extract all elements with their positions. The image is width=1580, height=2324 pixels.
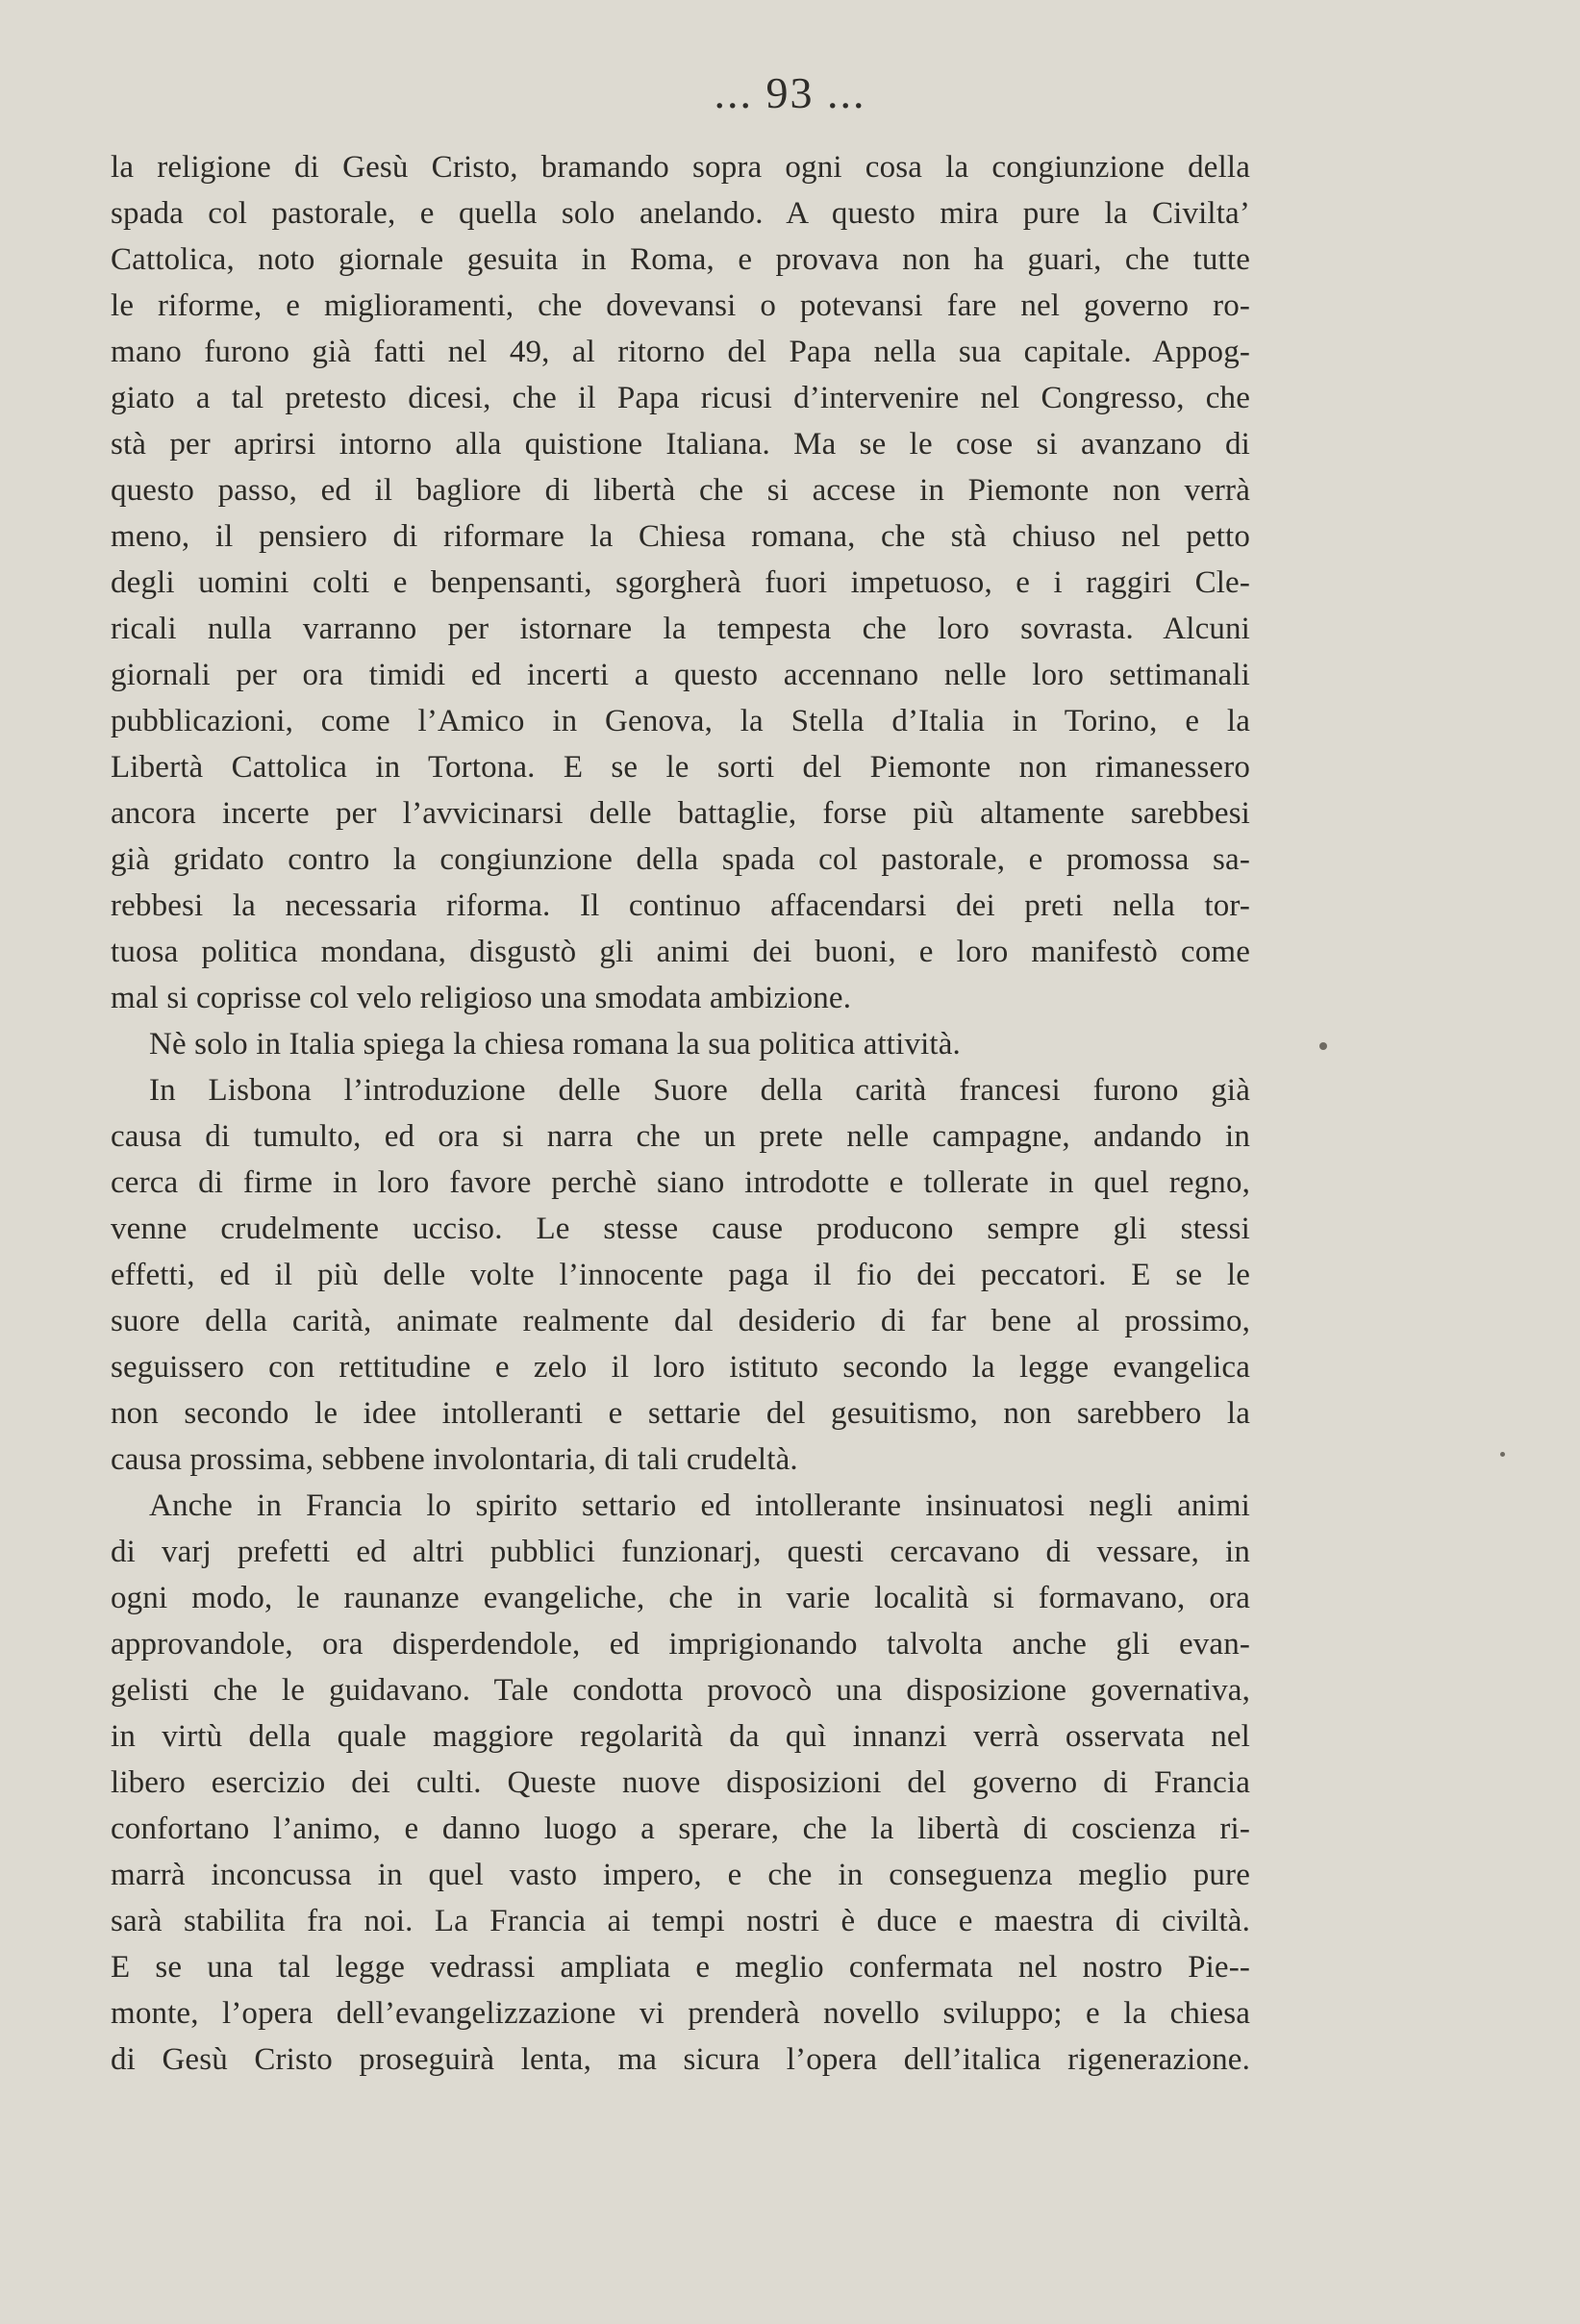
text-line: Cattolica, noto giornale gesuita in Roma, e provava non ha guari, che tutte [111, 242, 1250, 277]
paper-speck-mark [1500, 1452, 1505, 1457]
text-line: tuosa politica mondana, disgustò gli animi dei buoni, e loro manifestò come [111, 935, 1250, 969]
text-line: la religione di Gesù Cristo, bramando sopra ogni cosa la congiunzione della [111, 150, 1250, 185]
paragraph-end-line: causa prossima, sebbene involontaria, di tali crudeltà. [111, 1442, 798, 1477]
text-line: giornali per ora timidi ed incerti a questo accennano nelle loro settimanali [111, 658, 1250, 692]
paragraph-end-line: mal si coprisse col velo religioso una smodata ambizione. [111, 981, 852, 1015]
text-line: spada col pastorale, e quella solo anelando. A questo mira pure la Civilta’ [111, 196, 1250, 231]
text-line: giato a tal pretesto dicesi, che il Papa ricusi d’intervenire nel Congresso, che [111, 381, 1250, 415]
text-line: confortano l’animo, e danno luogo a sperare, che la libertà di coscienza ri- [111, 1812, 1250, 1846]
text-line: Libertà Cattolica in Tortona. E se le sorti del Piemonte non rimanessero [111, 750, 1250, 785]
text-line: di varj prefetti ed altri pubblici funzionarj, questi cercavano di vessare, in [111, 1535, 1250, 1569]
text-line: approvandole, ora disperdendole, ed imprigionando talvolta anche gli evan- [111, 1627, 1250, 1662]
text-line: ricali nulla varranno per istornare la tempesta che loro sovrasta. Alcuni [111, 612, 1250, 646]
text-line: le riforme, e miglioramenti, che dovevansi o potevansi fare nel governo ro- [111, 288, 1250, 323]
text-line: E se una tal legge vedrassi ampliata e meglio confermata nel nostro Pie-- [111, 1950, 1250, 1985]
text-line: rebbesi la necessaria riforma. Il continuo affacendarsi dei preti nella tor- [111, 888, 1250, 923]
text-line: questo passo, ed il bagliore di libertà che si accese in Piemonte non verrà [111, 473, 1250, 508]
text-line: causa di tumulto, ed ora si narra che un prete nelle campagne, andando in [111, 1119, 1250, 1154]
paper-speck-mark [1319, 1042, 1327, 1050]
text-line: pubblicazioni, come l’Amico in Genova, la Stella d’Italia in Torino, e la [111, 704, 1250, 738]
text-line: stà per aprirsi intorno alla quistione Italiana. Ma se le cose si avanzano di [111, 427, 1250, 462]
text-line: venne crudelmente ucciso. Le stesse cause producono sempre gli stessi [111, 1212, 1250, 1246]
page-number: ... 93 ... [714, 68, 866, 117]
text-line: seguissero con rettitudine e zelo il loro istituto secondo la legge evangelica [111, 1350, 1250, 1385]
paragraph-line: Nè solo in Italia spiega la chiesa romana la sua politica attività. [149, 1027, 961, 1062]
text-line: meno, il pensiero di riformare la Chiesa romana, che stà chiuso nel petto [111, 519, 1250, 554]
text-line: libero esercizio dei culti. Queste nuove disposizioni del governo di Francia [111, 1765, 1250, 1800]
body-text [111, 144, 1250, 2083]
paragraph-first-line: Anche in Francia lo spirito settario ed intollerante insinuatosi negli animi [149, 1488, 1250, 1523]
text-line: marrà inconcussa in quel vasto impero, e che in conseguenza meglio pure [111, 1858, 1250, 1892]
text-line: cerca di firme in loro favore perchè siano introdotte e tollerate in quel regno, [111, 1165, 1250, 1200]
text-line: ancora incerte per l’avvicinarsi delle battaglie, forse più altamente sarebbesi [111, 796, 1250, 831]
text-line: suore della carità, animate realmente dal desiderio di far bene al prossimo, [111, 1304, 1250, 1338]
text-line: degli uomini colti e benpensanti, sgorgherà fuori impetuoso, e i raggiri Cle- [111, 565, 1250, 600]
text-line: monte, l’opera dell’evangelizzazione vi prenderà novello sviluppo; e la chiesa [111, 1996, 1250, 2031]
paragraph-first-line: In Lisbona l’introduzione delle Suore della carità francesi furono già [149, 1073, 1250, 1108]
text-line: effetti, ed il più delle volte l’innocente paga il fio dei peccatori. E se le [111, 1258, 1250, 1292]
text-line: mano furono già fatti nel 49, al ritorno del Papa nella sua capitale. Appog- [111, 335, 1250, 369]
text-line: gelisti che le guidavano. Tale condotta provocò una disposizione governativa, [111, 1673, 1250, 1708]
text-line: non secondo le idee intolleranti e settarie del gesuitismo, non sarebbero la [111, 1396, 1250, 1431]
text-line: già gridato contro la congiunzione della spada col pastorale, e promossa sa- [111, 842, 1250, 877]
text-line: ogni modo, le raunanze evangeliche, che in varie località si formavano, ora [111, 1581, 1250, 1615]
text-line: in virtù della quale maggiore regolarità da quì innanzi verrà osservata nel [111, 1719, 1250, 1754]
text-line: sarà stabilita fra noi. La Francia ai tempi nostri è duce e maestra di civiltà. [111, 1904, 1250, 1938]
text-line: di Gesù Cristo proseguirà lenta, ma sicura l’opera dell’italica rigenerazione. [111, 2042, 1250, 2077]
